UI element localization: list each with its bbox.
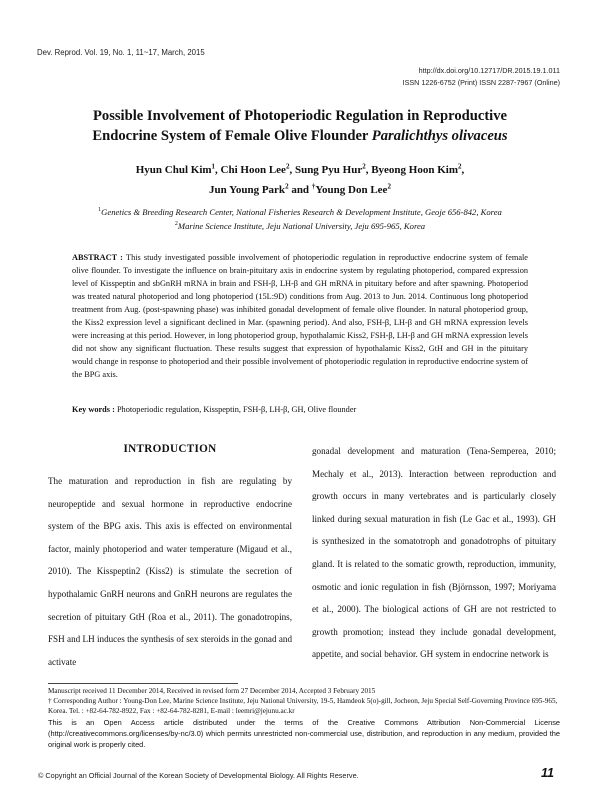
author-affil-mark: 2 bbox=[458, 162, 462, 171]
author-line-2: Jun Young Park$^2$ and †Young Don Lee$^2$ bbox=[209, 182, 391, 196]
corresponding-author-mark: † bbox=[311, 182, 316, 191]
author-name: Sung Pyu Hur bbox=[294, 164, 363, 176]
body-column-left: The maturation and reproduction in fish are regulating by neuropeptide and sexual hormone in reproductive endocrine system of the BPG axis. This axis is effected on environmental factor, mainly photoperiod and water temperature (Migaud et al., 2010). The Kisspeptin2 (Kiss2) is stimulate the secretion of hypothalamic GnRH neurons and GnRH neurons are regulates the secretion of pituitary GtH (Roa et al., 2011). The gonadotropins, FSH and LH induces the synthesis of sex steroids in the gonad and activate bbox=[48, 476, 292, 667]
issn-info: ISSN 1226-6752 (Print) ISSN 2287-7967 (Online) bbox=[402, 78, 560, 87]
keywords-label: Key words : bbox=[72, 405, 117, 414]
doi-link[interactable]: http://dx.doi.org/10.12717/DR.2015.19.1.011 bbox=[418, 66, 560, 75]
author-affil-mark: 1 bbox=[211, 162, 216, 171]
author-list bbox=[40, 160, 560, 200]
author-affil-mark: 2 bbox=[387, 182, 391, 191]
title-line-1: Possible Involvement of Photoperiodic Regulation in Reproductive bbox=[92, 108, 508, 124]
journal-reference: Dev. Reprod. Vol. 19, No. 1, 11~17, March, 2015 bbox=[37, 48, 205, 57]
manuscript-dates: Manuscript received 11 December 2014, Received in revised form 27 December 2014, Accepted 3 February 2015 bbox=[48, 687, 376, 695]
abstract-text: This study investigated possible involvement of photoperiodic regulation in reproductive endocrine system of female olive flounder. To investigate the influence on brain-pituitary axis in endocrine system by regulating photoperiod, compared expression level of Kisspeptin and sbGnRH mRNA in brain and FSH-β, LH-β and GH mRNA in pituitary before and after spawning. Photoperiod was treated natural photoperiod and long photoperiod (15L:9D) conditions from Aug. 2013 to Jun. 2014. Continuous long photoperiod treatment from Aug. (post-spawning phase) was inhibited gonadal development of female olive flounder. In natural photoperiod group, the Kiss2 expression level a significant declined in Mar. (spawning period). And also, FSH-β, LH-β and GH mRNA expression levels were increasing at this period. However, in long photoperiod group, hypothalamic Kiss2, FSH-β, LH-β and GH mRNA expression levels did not show any significant fluctuation. These results suggest that expression of hypothalamic Kiss2, GtH and GH in the pituitary would change in response to photoperiod and their possible involvement of photoperiodic regulation in reproductive endocrine system of the BPG axis. bbox=[72, 253, 528, 379]
author-name: Jun Young Park bbox=[209, 184, 286, 196]
paper-title bbox=[40, 106, 560, 146]
affiliation-2: $^2$Marine Science Institute, Jeju National University, Jeju 695-965, Korea bbox=[174, 221, 426, 231]
author-name: Chi Hoon Lee bbox=[220, 164, 286, 176]
author-name: Hyun Chul Kim bbox=[135, 164, 212, 176]
copyright-notice: © Copyright an Official Journal of the Korean Society of Developmental Biology. All Rights Reserve. bbox=[38, 771, 359, 780]
abstract-label: ABSTRACT : bbox=[72, 253, 126, 262]
affiliation-1: $^1$Genetics & Breeding Research Center, National Fisheries Research & Development Institute, Geoje 656-842, Korea bbox=[98, 207, 502, 217]
title-line-2 bbox=[40, 126, 560, 146]
author-name: Young Don Lee bbox=[315, 184, 388, 196]
species-name: Paralichthys olivaceus bbox=[371, 128, 508, 144]
author-affil-mark: 2 bbox=[362, 162, 366, 171]
section-heading-introduction: INTRODUCTION bbox=[123, 443, 217, 455]
footnote-divider bbox=[48, 683, 238, 684]
author-affil-mark: 2 bbox=[285, 162, 290, 171]
page-number: 11 bbox=[541, 766, 554, 780]
keywords-text: Photoperiodic regulation, Kisspeptin, FSH-β, LH-β, GH, Olive flounder bbox=[116, 405, 357, 414]
keywords bbox=[72, 404, 528, 416]
author-line-1: Hyun Chul Kim$^1$, Chi Hoon Lee$^2$, Sung Pyu Hur$^2$, Byeong Hoon Kim$^2$, bbox=[135, 162, 465, 176]
title-line-2-main: Endocrine System of Female Olive Flounder bbox=[92, 128, 372, 144]
open-access-notice: This is an Open Access article distributed under the terms of the Creative Commons Attribution Non-Commercial License (http://creativecommons.org/licenses/by-nc/3.0) which permits unrestricted non-commercial use, distribution, and reproduction in any medium, provided the original work is properly cited. bbox=[48, 718, 560, 749]
author-affil-mark: 2 bbox=[285, 182, 289, 191]
corresponding-author-note: † Corresponding Author : Young-Don Lee, Marine Science Institute, Jeju National University, 19-5, Hamdeok 5(o)-gill, Jocheon, Jeju Special Self-Governing Province 695-965, Korea. Tel. : +82-64-782-8922, Fax : +82-64-782-8281, E-mail : leemri@jejunu.ac.kr bbox=[48, 697, 558, 715]
author-name: Byeong Hoon Kim bbox=[371, 164, 458, 176]
abstract bbox=[72, 252, 528, 382]
body-column-right: gonadal development and maturation (Tena-Semperea, 2010; Mechaly et al., 2013). Interaction between reproduction and growth occurs in many vertebrates and is particularly closely linked during sexual maturation in fish (Le Gac et al., 1993). GH is synthesized in the somatotroph and gonadotrophs of pituitary gland. It is related to the somatic growth, reproduction, immunity, osmotic and ionic regulation in fish (Björnsson, 1997; Moriyama et al., 2000). The biological actions of GH are not restricted to growth promotion; instead they include gonadal development, appetite, and social behavior. GH system in endocrine network is bbox=[312, 446, 556, 660]
